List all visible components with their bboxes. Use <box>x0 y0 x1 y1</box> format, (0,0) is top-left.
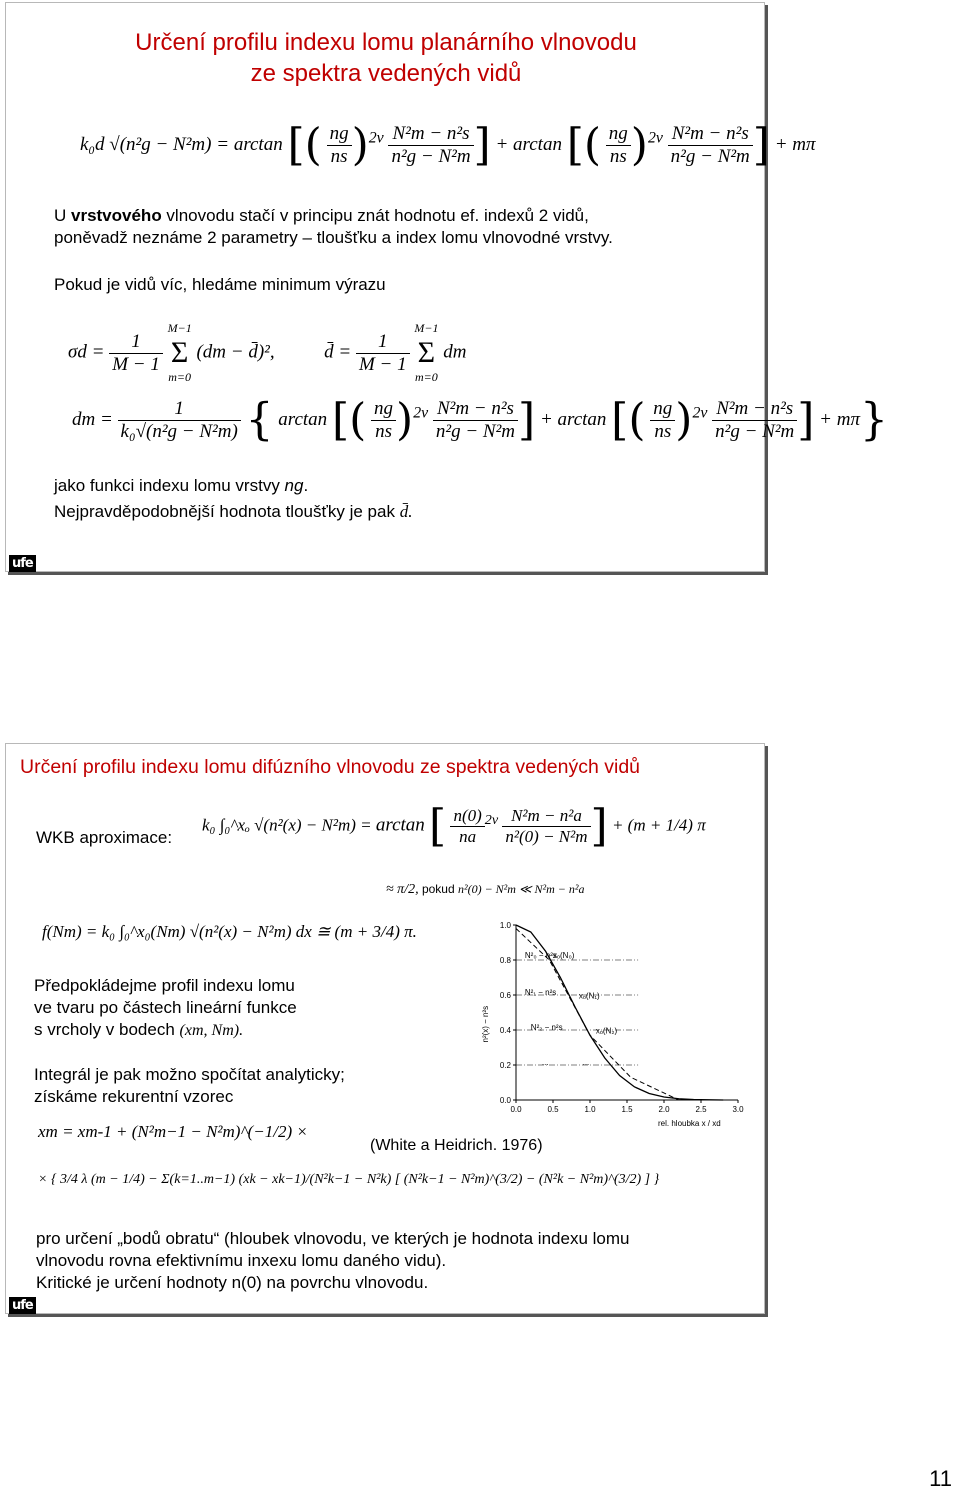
wkb-label: WKB aproximace: <box>36 828 173 847</box>
recurrence-equation-1: xm = xm-1 + (N²m−1 − N²m)^(−1/2) × <box>38 1122 308 1141</box>
bottom-text: pro určení „bodů obratu“ (hloubek vlnovodu, ve kterých je hodnota indexu lomu vlnovodu rovna efektivnímu inxexu lomu daného vidu). Kritické je určení hodnoty n(0) na povrchu vlnovodu. <box>36 1229 630 1292</box>
citation: (White a Heidrich. 1976) <box>370 1137 543 1154</box>
annotation: N²₂ − n²s <box>530 1022 563 1032</box>
y-tick-label: 0.4 <box>499 1026 511 1035</box>
profile-chart <box>478 915 768 1140</box>
x-tick-label: 0.5 <box>547 1105 559 1114</box>
slide1-paragraph: U vrstvového vlnovodu stačí v principu znát hodnotu ef. indexů 2 vidů, poněvadž neznáme 2 parametry – tloušťku a index lomu vlnovodné vrstvy. <box>54 206 613 247</box>
x-tick-label: 2.0 <box>658 1105 670 1114</box>
assumption-text: Předpokládejme profil indexu lomu ve tvaru po částech lineární funkce s vrcholy v bodech (xm, Nm). <box>34 976 297 1039</box>
recurrence-equation-2: × { 3/4 λ (m − 1/4) − Σ(k=1..m−1) (xk − xk−1)/(N²k−1 − N²k) [ (N²k−1 − N²m)^(3/2) − (N²k − N²m)^(3/2) ] } <box>38 1172 660 1187</box>
y-axis-label: n²(x) − n²s <box>481 1005 490 1043</box>
slide2-title: Určení profilu indexu lomu difúzního vlnovodu ze spektra vedených vidů <box>20 756 641 778</box>
annotation: xₒ(N₁) <box>578 991 600 1001</box>
dm-equation: dm = $\frac{1}{\text{k₀√(n²g − N²m)}}$ { arctan [( $\frac{ng}{ns}$ )$^{2\nu}$ $\frac{\text{N²m − n²s}}{\text{n²g − N²m}}$ ] + arctan [( $\frac{ng}{ns}$ )$^{2\nu}$ $\frac{\text{N²m − n²s}}{\text{n²g − N²m}}$ ] + mπ} <box>72 394 888 446</box>
slide1-title: Určení profilu indexu lomu planárního vlnovodu ze spektra vedených vidů <box>135 29 637 87</box>
ufe-logo: ufe <box>9 555 36 572</box>
slide-planar <box>5 2 888 572</box>
annotation: xₒ(N₂) <box>595 1026 618 1036</box>
wkb-equation: k₀ ∫₀^xₒ √(n²(x) − N²m) = arctan [ $\frac{n(0)}{na}$ $^{2\nu}$ $\frac{\text{N²m − n²a}}{\text{n²(0) − N²m}}$ ] + (m + 1/4) π <box>202 800 706 852</box>
annotation: ... <box>582 1057 590 1067</box>
annotation: N²₁ − n²s <box>524 987 557 997</box>
annotation: ... <box>541 1057 549 1067</box>
slide1-conclusion: jako funkci indexu lomu vrstvy ng. Nejpravděpodobnější hodnota tloušťky je pak d̄. <box>54 476 413 521</box>
annotation: xₒ(N₀) <box>553 951 575 960</box>
x-tick-label: 1.5 <box>621 1105 633 1114</box>
approx-condition: ≈ π/2, pokud n²(0) − N²m ≪ N²m − n²a <box>386 882 585 897</box>
ufe-logo-2: ufe <box>9 1297 36 1314</box>
x-tick-label: 2.5 <box>695 1105 707 1114</box>
f-equation: f(Nm) = k₀ ∫₀^x₀(Nm) √(n²(x) − N²m) dx ≅ (m + 3/4) π. <box>42 922 417 941</box>
x-tick-label: 1.0 <box>584 1105 596 1114</box>
slide1-minimum-text: Pokud je vidů víc, hledáme minimum výrazu <box>54 275 386 294</box>
x-tick-label: 3.0 <box>732 1105 744 1114</box>
x-tick-label: 0.0 <box>510 1105 522 1114</box>
y-tick-label: 0.2 <box>499 1061 511 1070</box>
y-tick-label: 1.0 <box>499 921 511 930</box>
integral-text: Integrál je pak možno spočítat analyticky; získáme rekurentní vzorec <box>34 1065 345 1106</box>
sigma-equation: σd = $\frac{1}{M - 1}$ M−1 Σ m=0 (dm − d̄)², d̄ = $\frac{1}{M - 1}$ M−1 Σ m=0 dm <box>68 321 467 384</box>
y-tick-label: 0.6 <box>499 991 511 1000</box>
y-tick-label: 0.8 <box>499 956 511 965</box>
eq-frac-ng-2: ng <box>608 123 628 144</box>
page-number: 11 <box>929 1466 952 1491</box>
y-tick-label: 0.0 <box>499 1096 511 1105</box>
x-axis-label: rel. hloubka x / xd <box>658 1119 721 1128</box>
annotation: N²₀ − n²s <box>524 951 557 960</box>
main-equation: k₀d √(n²g − N²m) = arctan [( $\frac{ng}{ns}$ )$^{2\nu}$ $\frac{\text{N²m − n²s}}{\text{n²g − N²m}}$ ] + arctan [( $\frac{ng}{ns}$ )$^{2\nu}$ $\frac{\text{N²m − n²s}}{\text{n²g − N²m}}$ ] + mπ <box>80 119 816 171</box>
